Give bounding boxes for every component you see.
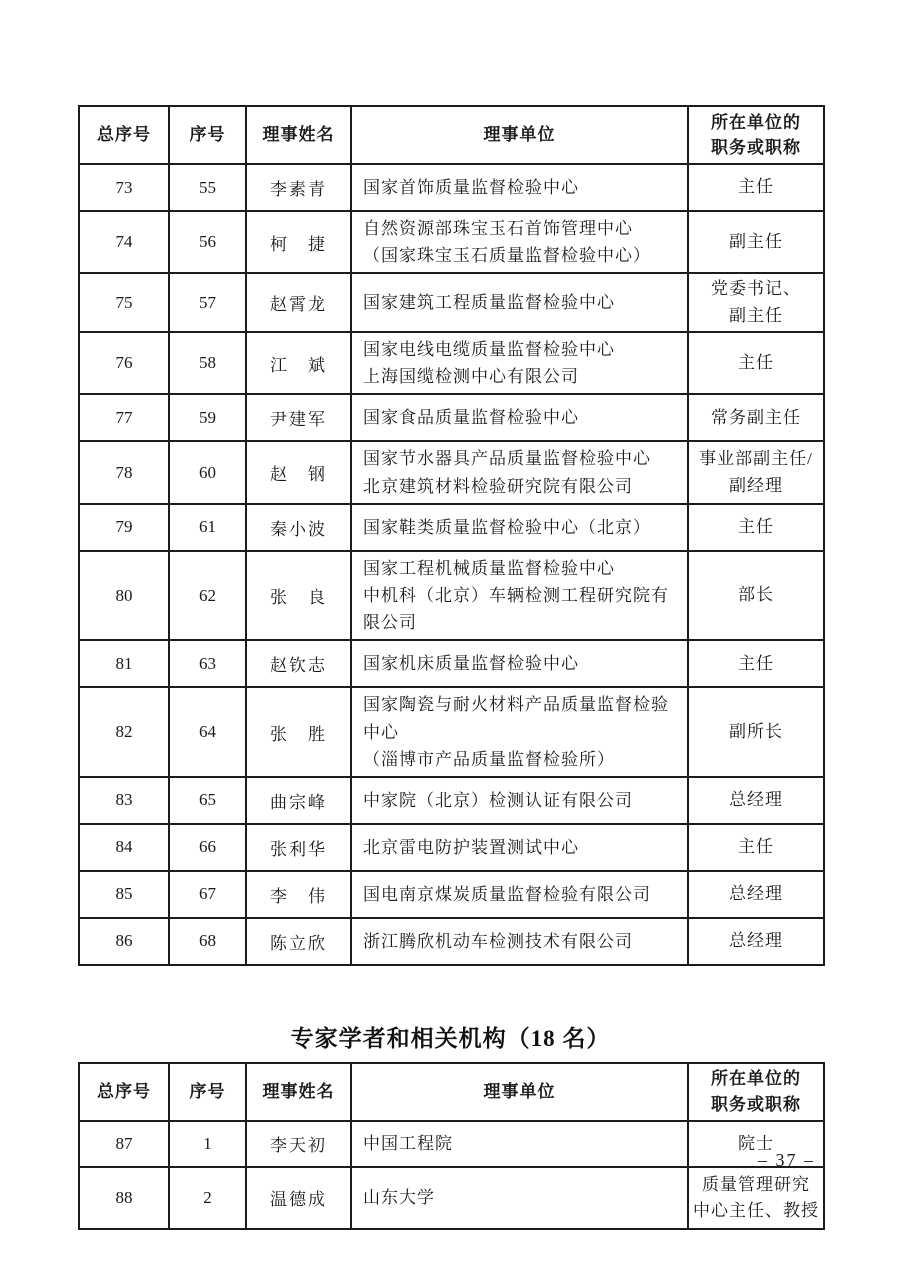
position-line: 质量管理研究: [702, 1174, 810, 1194]
cell-org: [351, 1167, 688, 1229]
cell-no: 56: [169, 211, 246, 273]
table-row: [79, 687, 824, 777]
header-total-no: 总序号: [79, 106, 169, 164]
cell-position: [688, 824, 824, 871]
cell-no: 63: [169, 640, 246, 687]
header-position-line1: 所在单位的: [711, 1069, 801, 1089]
cell-position: [688, 394, 824, 441]
position-line: 主任: [738, 177, 774, 197]
table-row: [79, 504, 824, 551]
table-row: [79, 164, 824, 211]
org-line: 上海国缆检测中心有限公司: [363, 367, 579, 387]
cell-total-no: 81: [79, 640, 169, 687]
org-line: 中家院（北京）检测认证有限公司: [363, 790, 633, 810]
header-position-line2: 职务或职称: [711, 138, 801, 157]
cell-name: 赵 钢: [246, 441, 351, 503]
cell-no: 61: [169, 504, 246, 551]
position-line: 常务副主任: [711, 407, 801, 427]
cell-name: 秦小波: [246, 504, 351, 551]
cell-org: [351, 164, 688, 211]
position-line: 总经理: [729, 931, 783, 951]
cell-org: [351, 640, 688, 687]
cell-no: 59: [169, 394, 246, 441]
header-no: 序号: [169, 106, 246, 164]
position-line: 总经理: [729, 790, 783, 810]
cell-position: [688, 687, 824, 777]
cell-total-no: 76: [79, 332, 169, 394]
table-row: [79, 824, 824, 871]
cell-name: 柯 捷: [246, 211, 351, 273]
table-row: [79, 640, 824, 687]
cell-org: [351, 918, 688, 965]
org-line: （淄博市产品质量监督检验所）: [363, 749, 615, 769]
org-line: 国电南京煤炭质量监督检验有限公司: [363, 884, 651, 904]
org-line: 国家首饰质量监督检验中心: [363, 177, 579, 197]
position-line: 副所长: [729, 721, 783, 741]
cell-org: [351, 777, 688, 824]
org-line: 中国工程院: [363, 1134, 453, 1154]
cell-name: 温德成: [246, 1167, 351, 1229]
header-org: 理事单位: [351, 1063, 688, 1121]
header-total-no: 总序号: [79, 1063, 169, 1121]
header-position: [688, 1063, 824, 1121]
cell-total-no: 85: [79, 871, 169, 918]
cell-no: 2: [169, 1167, 246, 1229]
table-row: [79, 551, 824, 641]
header-name: 理事姓名: [246, 106, 351, 164]
cell-org: [351, 211, 688, 273]
cell-no: 68: [169, 918, 246, 965]
cell-position: [688, 441, 824, 503]
cell-org: [351, 504, 688, 551]
cell-total-no: 80: [79, 551, 169, 641]
cell-position: [688, 164, 824, 211]
table-row: [79, 273, 824, 332]
header-org: 理事单位: [351, 106, 688, 164]
org-line: 北京建筑材料检验研究院有限公司: [363, 476, 633, 496]
cell-position: [688, 777, 824, 824]
cell-org: [351, 687, 688, 777]
cell-position: [688, 273, 824, 332]
cell-total-no: 78: [79, 441, 169, 503]
cell-total-no: 82: [79, 687, 169, 777]
position-line: 党委书记、: [711, 279, 801, 299]
cell-position: [688, 551, 824, 641]
cell-org: [351, 394, 688, 441]
cell-name: 李天初: [246, 1121, 351, 1167]
cell-position: [688, 1167, 824, 1229]
header-name: 理事姓名: [246, 1063, 351, 1121]
cell-no: 64: [169, 687, 246, 777]
org-line: 国家工程机械质量监督检验中心: [363, 558, 615, 578]
position-line: 副经理: [729, 475, 783, 495]
cell-name: 赵钦志: [246, 640, 351, 687]
org-line: 北京雷电防护装置测试中心: [363, 837, 579, 857]
header-position-line2: 职务或职称: [711, 1094, 801, 1114]
position-line: 主任: [738, 837, 774, 857]
table-row: [79, 332, 824, 394]
cell-no: 60: [169, 441, 246, 503]
header-position-line1: 所在单位的: [711, 112, 801, 132]
table-header: [79, 106, 824, 164]
org-line: 自然资源部珠宝玉石首饰管理中心: [363, 219, 633, 238]
cell-position: [688, 211, 824, 273]
position-line: 部长: [738, 585, 774, 605]
header-row: [79, 1063, 824, 1121]
cell-no: 58: [169, 332, 246, 394]
org-line: 国家鞋类质量监督检验中心（北京）: [363, 517, 651, 537]
table-row: [79, 777, 824, 824]
cell-total-no: 73: [79, 164, 169, 211]
cell-org: [351, 871, 688, 918]
org-line: （国家珠宝玉石质量监督检验中心）: [363, 246, 651, 266]
header-row: [79, 106, 824, 164]
org-line: 浙江腾欣机动车检测技术有限公司: [363, 931, 633, 951]
cell-total-no: 79: [79, 504, 169, 551]
cell-position: [688, 332, 824, 394]
cell-no: 66: [169, 824, 246, 871]
cell-no: 67: [169, 871, 246, 918]
members-table-1: [78, 105, 825, 966]
page-number: – 37 –: [758, 1150, 815, 1170]
position-line: 事业部副主任/: [699, 449, 813, 469]
table-row: [79, 1167, 824, 1229]
cell-total-no: 83: [79, 777, 169, 824]
table-row: [79, 918, 824, 965]
members-table-2: [78, 1062, 825, 1230]
org-line: 国家陶瓷与耐火材料产品质量监督检验中心: [363, 695, 669, 742]
table-row: [79, 394, 824, 441]
cell-org: [351, 273, 688, 332]
cell-name: 李 伟: [246, 871, 351, 918]
position-line: 主任: [738, 353, 774, 373]
cell-total-no: 84: [79, 824, 169, 871]
cell-no: 57: [169, 273, 246, 332]
cell-name: 江 斌: [246, 332, 351, 394]
cell-total-no: 86: [79, 918, 169, 965]
cell-org: [351, 332, 688, 394]
header-no: 序号: [169, 1063, 246, 1121]
position-line: 主任: [738, 517, 774, 537]
cell-position: [688, 918, 824, 965]
document-content: [78, 105, 823, 1230]
position-line: 副主任: [729, 232, 783, 252]
table-row: [79, 871, 824, 918]
position-line: 副主任: [729, 305, 783, 325]
cell-name: 赵霄龙: [246, 273, 351, 332]
position-line: 院士: [738, 1133, 774, 1153]
table-row: [79, 441, 824, 503]
org-line: 国家电线电缆质量监督检验中心: [363, 340, 615, 360]
cell-name: 张 良: [246, 551, 351, 641]
cell-no: 55: [169, 164, 246, 211]
cell-position: [688, 640, 824, 687]
cell-org: [351, 551, 688, 641]
org-line: 国家节水器具产品质量监督检验中心: [363, 449, 651, 469]
position-line: 主任: [738, 653, 774, 673]
cell-org: [351, 441, 688, 503]
cell-org: [351, 1121, 688, 1167]
header-position: [688, 106, 824, 164]
cell-name: 尹建军: [246, 394, 351, 441]
cell-name: 张 胜: [246, 687, 351, 777]
cell-total-no: 74: [79, 211, 169, 273]
org-line: 中机科（北京）车辆检测工程研究院有限公司: [363, 586, 669, 633]
cell-name: 陈立欣: [246, 918, 351, 965]
cell-total-no: 77: [79, 394, 169, 441]
cell-name: 李素青: [246, 164, 351, 211]
section-title: 专家学者和相关机构（18 名）: [290, 1025, 611, 1051]
org-line: 国家机床质量监督检验中心: [363, 654, 579, 674]
cell-no: 65: [169, 777, 246, 824]
org-line: 山东大学: [363, 1188, 435, 1208]
cell-position: [688, 871, 824, 918]
position-line: 总经理: [729, 884, 783, 904]
cell-no: 1: [169, 1121, 246, 1167]
cell-total-no: 75: [79, 273, 169, 332]
table-header: [79, 1063, 824, 1121]
table-row: [79, 211, 824, 273]
cell-total-no: 87: [79, 1121, 169, 1167]
cell-name: 曲宗峰: [246, 777, 351, 824]
cell-name: 张利华: [246, 824, 351, 871]
cell-position: [688, 504, 824, 551]
table-row: [79, 1121, 824, 1167]
cell-total-no: 88: [79, 1167, 169, 1229]
cell-no: 62: [169, 551, 246, 641]
cell-org: [351, 824, 688, 871]
org-line: 国家食品质量监督检验中心: [363, 408, 579, 428]
org-line: 国家建筑工程质量监督检验中心: [363, 293, 615, 313]
position-line: 中心主任、教授: [693, 1200, 819, 1220]
